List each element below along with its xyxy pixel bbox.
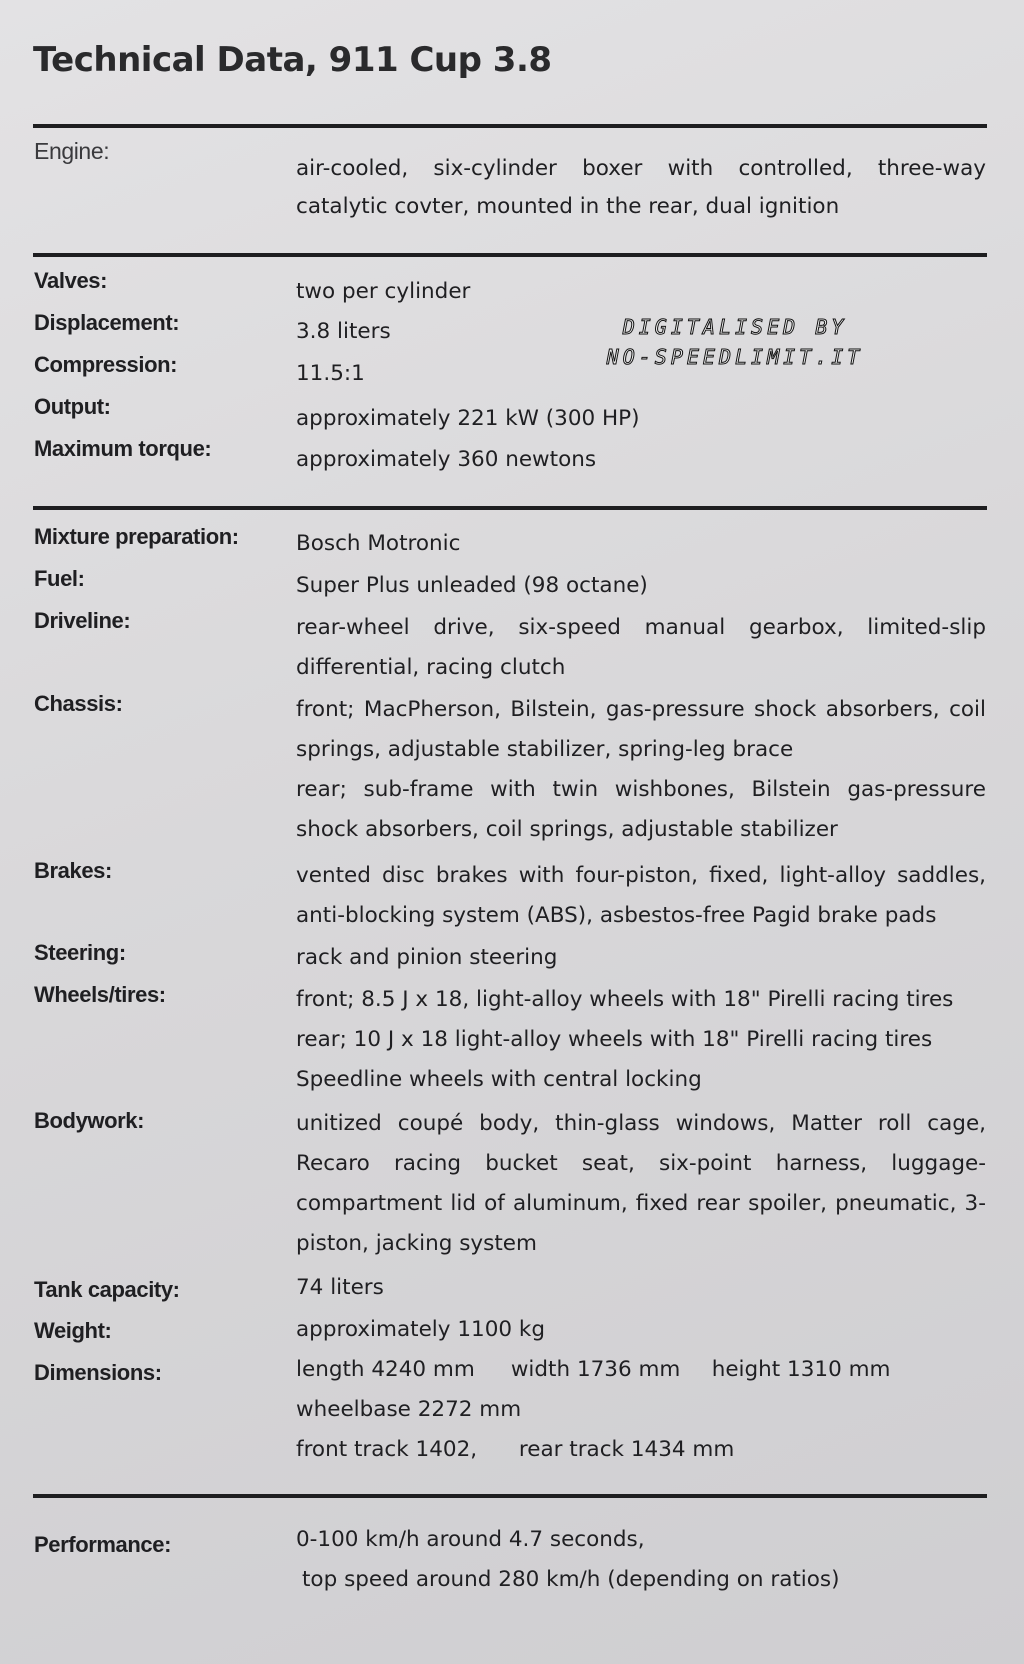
divider-engine [33, 253, 987, 257]
driveline-value [296, 608, 986, 688]
wheels-extra: Speedline wheels with central locking [296, 1067, 702, 1092]
dimension-front-track: front track 1402, [296, 1437, 478, 1462]
chassis-front: front; MacPherson, Bilstein, gas-pressure shock absorbers, coil springs, adjustable stabilizer, spring-leg brace [296, 697, 986, 762]
steering-label: Steering: [34, 940, 126, 965]
wheels-front: front; 8.5 J x 18, light-alloy wheels with 18" Pirelli racing tires [296, 987, 954, 1012]
steering-value: rack and pinion steering [296, 945, 558, 970]
fuel-value: Super Plus unleaded (98 octane) [296, 573, 648, 598]
driveline-label: Driveline: [34, 608, 131, 633]
dimensions-row-1 [296, 1350, 986, 1390]
brakes-label: Brakes: [34, 858, 112, 883]
mixture-value: Bosch Motronic [296, 531, 461, 556]
engine-value [296, 150, 986, 226]
weight-label: Weight: [34, 1318, 112, 1343]
brakes-value [296, 856, 986, 936]
compression-label: Compression: [34, 352, 178, 377]
engine-text: air-cooled, six-cylinder boxer with controlled, three-way catalytic covter, mounted in the rear, dual ignition [296, 156, 986, 219]
fuel-label: Fuel: [34, 566, 85, 591]
output-label: Output: [34, 394, 111, 419]
wheels-rear: rear; 10 J x 18 light-alloy wheels with 18" Pirelli racing tires [296, 1027, 933, 1052]
bodywork-value [296, 1104, 986, 1264]
page-title: Technical Data, 911 Cup 3.8 [33, 40, 552, 80]
tank-value: 74 liters [296, 1275, 384, 1300]
engine-label: Engine: [34, 138, 110, 164]
dimensions-row-3 [296, 1430, 986, 1470]
torque-label: Maximum torque: [34, 436, 212, 461]
watermark-line-2: NO-SPEEDLIMIT.IT [606, 345, 864, 369]
divider-basic [33, 506, 987, 510]
driveline-text: rear-wheel drive, six-speed manual gearbox, limited-slip differential, racing clutch [296, 615, 986, 680]
wheels-label: Wheels/tires: [34, 982, 166, 1007]
dimensions-row-2 [296, 1390, 986, 1430]
performance-line-1: 0-100 km/h around 4.7 seconds, [296, 1527, 645, 1552]
weight-value: approximately 1100 kg [296, 1317, 545, 1342]
dimension-rear-track: rear track 1434 mm [518, 1437, 735, 1462]
bodywork-text: unitized coupé body, thin-glass windows, Matter roll cage, Recaro racing bucket seat, six-point harness, luggage-compartment lid of aluminum, fixed rear spoiler, pneumatic, 3-piston, jacking system [296, 1111, 986, 1256]
chassis-value [296, 690, 986, 850]
mixture-label: Mixture preparation: [34, 524, 239, 549]
performance-line-2: top speed around 280 km/h (depending on ratios) [302, 1567, 840, 1592]
displacement-value: 3.8 liters [296, 319, 391, 344]
dimension-length: length 4240 mm [296, 1357, 475, 1382]
dimension-width: width 1736 mm [510, 1357, 681, 1382]
displacement-label: Displacement: [34, 310, 180, 335]
performance-label: Performance: [34, 1532, 172, 1557]
tank-label: Tank capacity: [34, 1277, 180, 1302]
performance-value [296, 1520, 986, 1600]
brakes-text: vented disc brakes with four-piston, fixed, light-alloy saddles, anti-blocking system (ABS), asbestos-free Pagid brake pads [296, 863, 986, 928]
valves-label: Valves: [34, 268, 108, 293]
dimensions-value [296, 1350, 986, 1470]
chassis-label: Chassis: [34, 691, 123, 716]
bodywork-label: Bodywork: [34, 1108, 145, 1133]
compression-value: 11.5:1 [296, 361, 365, 386]
dimension-height: height 1310 mm [711, 1357, 891, 1382]
torque-value: approximately 360 newtons [296, 447, 597, 472]
dimensions-label: Dimensions: [34, 1360, 162, 1385]
chassis-rear: rear; sub-frame with twin wishbones, Bilstein gas-pressure shock absorbers, coil springs, adjustable stabilizer [296, 777, 986, 842]
dimension-wheelbase: wheelbase 2272 mm [296, 1397, 522, 1422]
valves-value: two per cylinder [296, 279, 471, 304]
divider-bottom [33, 1494, 987, 1498]
wheels-value [296, 980, 986, 1100]
output-value: approximately 221 kW (300 HP) [296, 406, 640, 431]
watermark-line-1: DIGITALISED BY [622, 315, 848, 339]
divider-top [33, 124, 987, 128]
watermark [580, 312, 890, 372]
